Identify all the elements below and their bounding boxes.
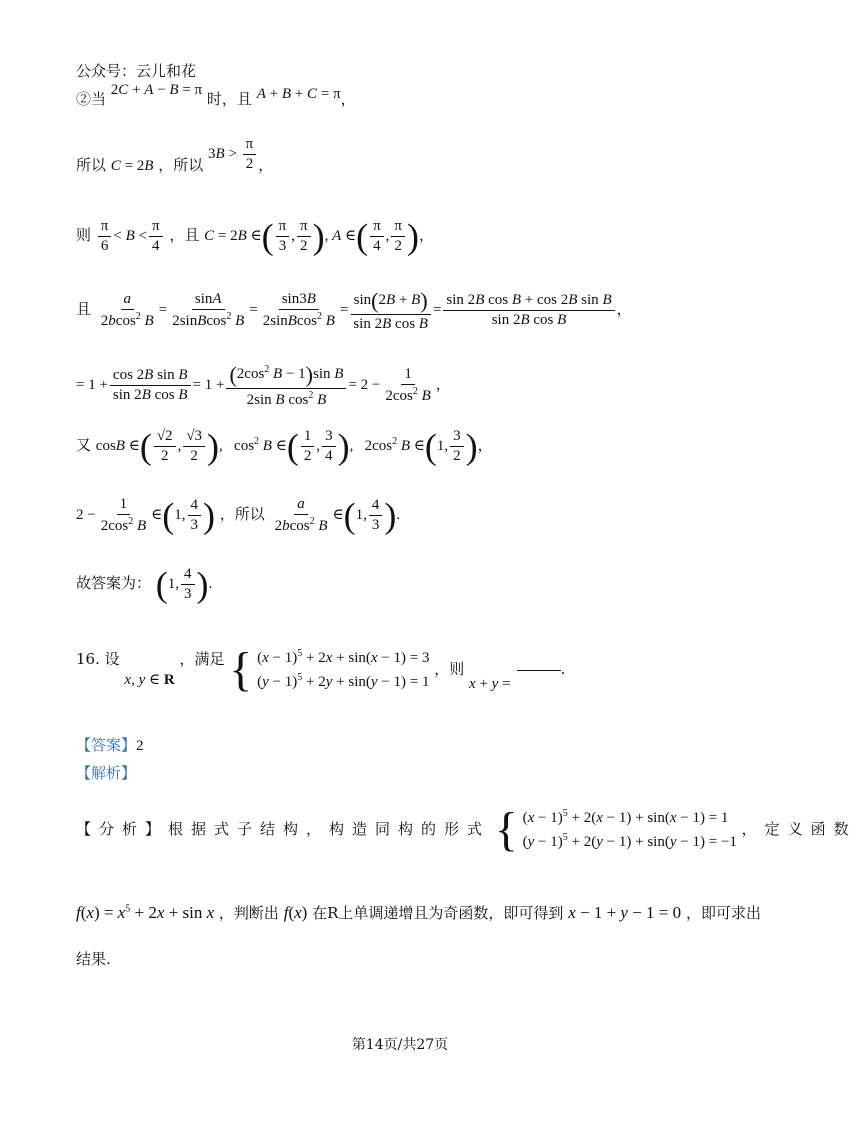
analysis-system — [523, 806, 737, 854]
solution-line-2: 所以 C = 2B ，所以 3B > $\frac{\pi}{2}$ ， — [76, 136, 274, 175]
line3-prefix: 则 — [76, 226, 92, 245]
line6-prefix: 又 — [76, 436, 92, 455]
answer-tag: 【答案】 — [76, 736, 137, 754]
source-header: 公众号：云儿和花 — [76, 62, 197, 80]
analysis-mid-2: 在R上单调递增且为奇函数，即可得到 — [312, 904, 564, 922]
solution-line-5: = 1 + $\frac{\text{cos 2B sin B}}{\text{sin 2B cos B}}$ = 1 + $\frac{(2\cos^2 B - 1)\sin B}{2\sin B \cos^2 B}$ = 2 − $\frac{1}{2\cos^2 B}$ ， — [76, 362, 451, 409]
solution-line-4: 且 $\frac{a}{2bcos^2 B}$ = $\frac{\sin A}{2sinBcos^2 B}$ = $\frac{\sin 3B}{2sinBcos^2 B}$ = $\frac{\sin(2B + B)}{\text{sin 2B cos B}}$ = $\frac{\text{sin 2B cos B + cos 2B sin B}}{\text{sin 2B cos B}}$ ， — [76, 288, 632, 333]
system-brace: { — [229, 643, 253, 696]
solution-line-8 — [76, 566, 212, 604]
analysis-end: 结果. — [76, 950, 111, 968]
analysis-tag: 【解析】 — [76, 764, 137, 782]
condition-equation-1: 2C + A − B = π — [110, 82, 203, 98]
analysis-equation-1: $(x - 1)^5 + 2(x - 1) + \sin(x - 1) = 1$ — [522, 808, 729, 826]
function-definition: $f(x) = x^5 + 2x + \sin x$ — [76, 903, 215, 922]
analysis-line-3 — [76, 948, 111, 969]
condition-label: ，满足 — [179, 650, 225, 668]
page-footer: 第14页/共27页 — [351, 1037, 449, 1053]
c-equals-2b: C = 2B — [110, 158, 154, 175]
variables-domain: x, y ∈ R — [124, 672, 175, 688]
analysis-heading — [76, 762, 136, 783]
line3-mid: ，且 — [169, 226, 200, 245]
analysis-define: ，定义函数 — [741, 820, 857, 838]
final-answer-label: 故答案为： — [76, 574, 152, 593]
expression-range: 2 − $\frac{1}{2\cos^2 B}$ ∈(1, $\frac{4}{3}$ ) — [76, 495, 215, 536]
analysis-line-2 — [76, 902, 761, 923]
answer-line — [76, 734, 144, 755]
line4-prefix: 且 — [76, 300, 92, 319]
answer-value: 2 — [136, 738, 144, 754]
question-number: 16. 设 — [76, 650, 120, 668]
analysis-equation-2: $(y - 1)^5 + 2(y - 1) + \sin(y - 1) = -1$ — [522, 832, 737, 850]
equation-system — [257, 646, 429, 694]
b-range: $\frac{\pi}{6}$ < B < $\frac{\pi}{4}$ — [96, 228, 165, 244]
line1-mid: 时，且 — [206, 90, 252, 108]
c-a-range: C = 2B ∈( $\frac{\pi}{3}$ , $\frac{\pi}{2}$ ), A ∈( $\frac{\pi}{4}$ , $\frac{\pi}{2}$ ) — [204, 216, 419, 257]
analysis-mid-1: ，判断出 — [218, 904, 279, 922]
analysis-mid-3: ，即可求出 — [685, 904, 761, 922]
answer-blank — [517, 670, 561, 671]
equation-1: $(x - 1)^5 + 2x + \sin(x - 1) = 3$ — [257, 648, 430, 666]
solution-line-1: ②当 2C + A − B = π 时，且 A + B + C = π， — [76, 82, 356, 108]
line7-mid: ，所以 — [219, 505, 265, 524]
solution-line-6: 又 cosB ∈( $\frac{√2}{2}$ , $\frac{√3}{2}$ ), $\cos^2 B$ ∈( $\frac{1}{2}$ , $\frac{3}{4}$ ), $2\cos^2$ B ∈(1, $\frac{3}{2}$ )， — [76, 426, 493, 467]
solution-line-3: 则 $\frac{\pi}{6}$ < B < $\frac{\pi}{4}$ ，且 C = 2B ∈( $\frac{\pi}{3}$ , $\frac{\pi}{2}$ ), A ∈( $\frac{\pi}{4}$ , $\frac{\pi}{2}$ )， — [76, 216, 435, 257]
equation-2: $(y - 1)^5 + 2y + \sin(y - 1) = 1$ — [257, 672, 430, 690]
line2-prefix: 所以 — [76, 156, 107, 175]
ratio-range: $\frac{a}{2bcos^2 B}$ ∈(1, $\frac{4}{3}$ ). — [274, 495, 401, 536]
3b-inequality: 3B > $\frac{\pi}{2}$ — [208, 146, 258, 162]
ratio-simplification: = 1 + $\frac{\text{cos 2B sin B}}{\text{sin 2B cos B}}$ = 1 + $\frac{(2\cos^2 B - 1)\sin B}{2\sin B \cos^2 B}$ = 2 − $\frac{1}{2\cos^2 B}$ — [76, 362, 431, 409]
analysis-brace: { — [494, 803, 518, 856]
analysis-intro: 【分析】根据式子结构，构造同构的形式 — [76, 820, 491, 838]
angle-sum-equation: A + B + C = π — [256, 86, 341, 102]
target-expression: x + y = — [469, 676, 511, 692]
cos-ranges: cosB ∈( $\frac{√2}{2}$ , $\frac{√3}{2}$ ), $\cos^2 B$ ∈( $\frac{1}{2}$ , $\frac{3}{4}$ ), $2\cos^2$ B ∈(1, $\frac{3}{2}$ ) — [95, 426, 478, 467]
ratio-expansion: $\frac{a}{2bcos^2 B}$ = $\frac{\sin A}{2sinBcos^2 B}$ = $\frac{\sin 3B}{2sinBcos^2 B}$ = $\frac{\sin(2B + B)}{\text{sin 2B cos B}}$ = $\frac{\text{sin 2B cos B + cos 2B sin B}}{\text{sin 2B cos B}}$ — [96, 302, 617, 318]
line2-mid: ，所以 — [158, 156, 204, 175]
then-label: ，则 — [434, 660, 465, 678]
derived-equation: x − 1 + y − 1 = 0 — [568, 903, 682, 922]
solution-line-7 — [76, 496, 400, 536]
final-answer-interval: (1, $\frac{4}{3}$ ). — [155, 564, 213, 605]
question-16: 16. 设 x, y ∈ R ，满足 { $(x - 1)^5 + 2x + \sin(x - 1) = 3$ $(y - 1)^5 + 2y + \sin(y - 1) = 1$ ，则 x + y =. — [76, 643, 566, 696]
function-symbol: f(x) — [283, 903, 308, 922]
line1-prefix: ②当 — [76, 90, 107, 108]
analysis-line-1 — [76, 803, 857, 856]
